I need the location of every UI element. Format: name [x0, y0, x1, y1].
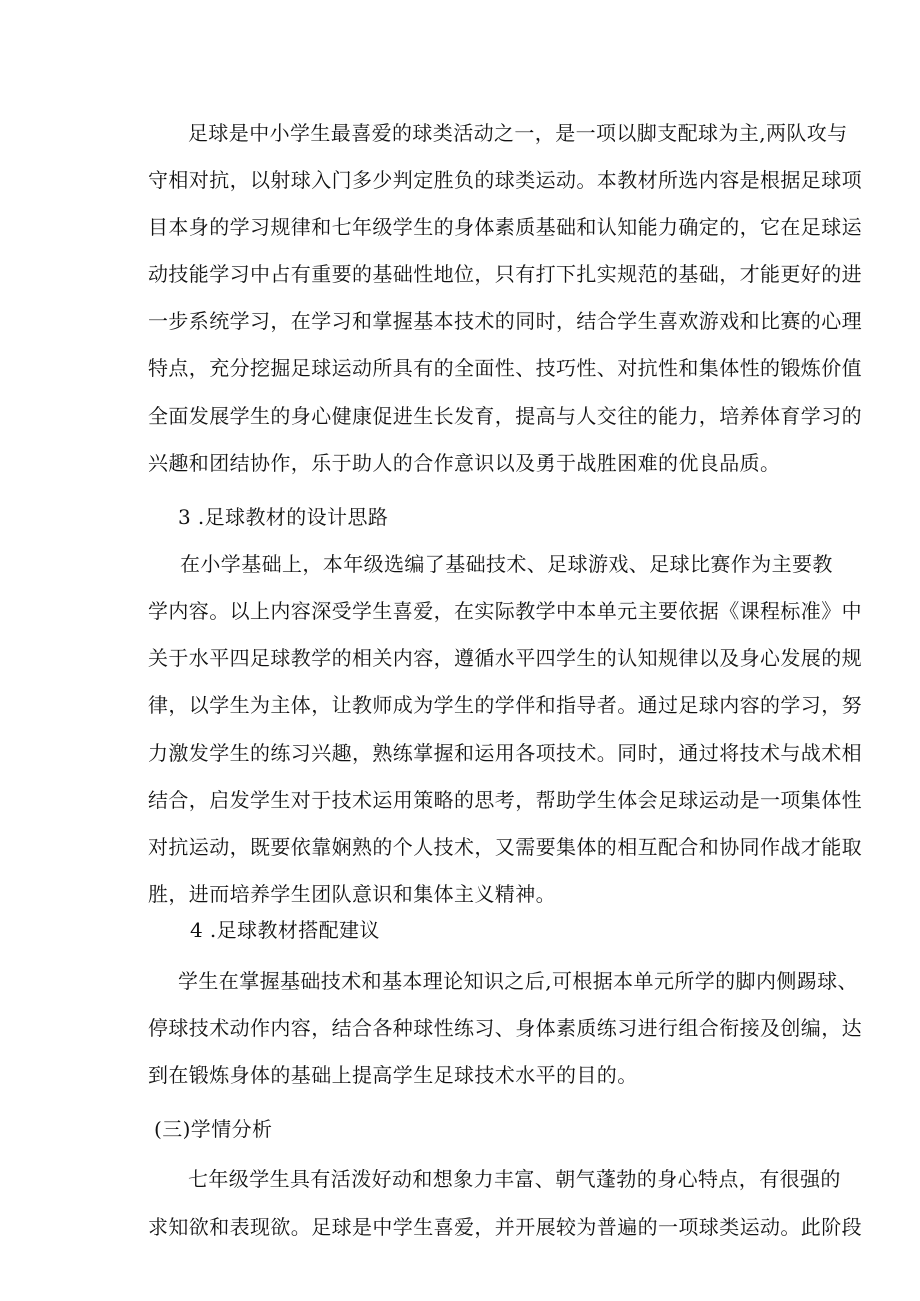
text-line: 停球技术动作内容，结合各种球性练习、身体素质练习进行组合衔接及创编，达 [148, 1016, 862, 1040]
text-line: 关于水平四足球教学的相关内容，遵循水平四学生的认知规律以及身心发展的规 [148, 646, 862, 670]
text-line: 求知欲和表现欲。足球是中学生喜爱，并开展较为普遍的一项球类运动。此阶段 [148, 1215, 862, 1239]
section-heading-learning-analysis: (三)学情分析 [154, 1117, 273, 1141]
text-line: 足球是中小学生最喜爱的球类活动之一，是一项以脚支配球为主,两队攻与 [188, 121, 848, 145]
text-line: 胜，进而培养学生团队意识和集体主义精神。 [148, 882, 556, 906]
text-line: 结合，启发学生对于技术运用策略的思考，帮助学生体会足球运动是一项集体性 [148, 788, 862, 812]
text-line: 到在锻炼身体的基础上提高学生足球技术水平的目的。 [148, 1063, 638, 1087]
text-line: 守相对抗，以射球入门多少判定胜负的球类运动。本教材所选内容是根据足球项 [148, 168, 862, 192]
text-line: 律，以学生为主体，让教师成为学生的学伴和指导者。通过足球内容的学习，努 [148, 693, 862, 717]
text-line: 全面发展学生的身心健康促进生长发育，提高与人交往的能力，培养体育学习的 [148, 404, 862, 428]
text-line: 一步系统学习，在学习和掌握基本技术的同时，结合学生喜欢游戏和比赛的心理 [148, 309, 862, 333]
text-line: 对抗运动，既要依靠娴熟的个人技术，又需要集体的相互配合和协同作战才能取 [148, 835, 862, 859]
text-line: 在小学基础上，本年级选编了基础技术、足球游戏、足球比赛作为主要教 [180, 552, 833, 576]
text-line: 目本身的学习规律和七年级学生的身体素质基础和认知能力确定的，它在足球运 [148, 215, 862, 239]
text-line: 七年级学生具有活泼好动和想象力丰富、朝气蓬勃的身心特点，有很强的 [188, 1167, 841, 1191]
text-line: 动技能学习中占有重要的基础性地位，只有打下扎实规范的基础，才能更好的进 [148, 262, 862, 286]
section-heading-3: 3 .足球教材的设计思路 [178, 505, 389, 529]
text-line: 特点，充分挖掘足球运动所具有的全面性、技巧性、对抗性和集体性的锻炼价值 [148, 356, 862, 380]
text-line: 兴趣和团结协作，乐于助人的合作意识以及勇于战胜困难的优良品质。 [148, 451, 781, 475]
text-line: 力激发学生的练习兴趣，熟练掌握和运用各项技术。同时，通过将技术与战术相 [148, 741, 862, 765]
text-line: 学生在掌握基础技术和基本理论知识之后,可根据本单元所学的脚内侧踢球、 [178, 969, 858, 993]
section-heading-4: 4 .足球教材搭配建议 [190, 918, 380, 942]
text-line: 学内容。以上内容深受学生喜爱，在实际教学中本单元主要依据《课程标准》中 [148, 599, 862, 623]
